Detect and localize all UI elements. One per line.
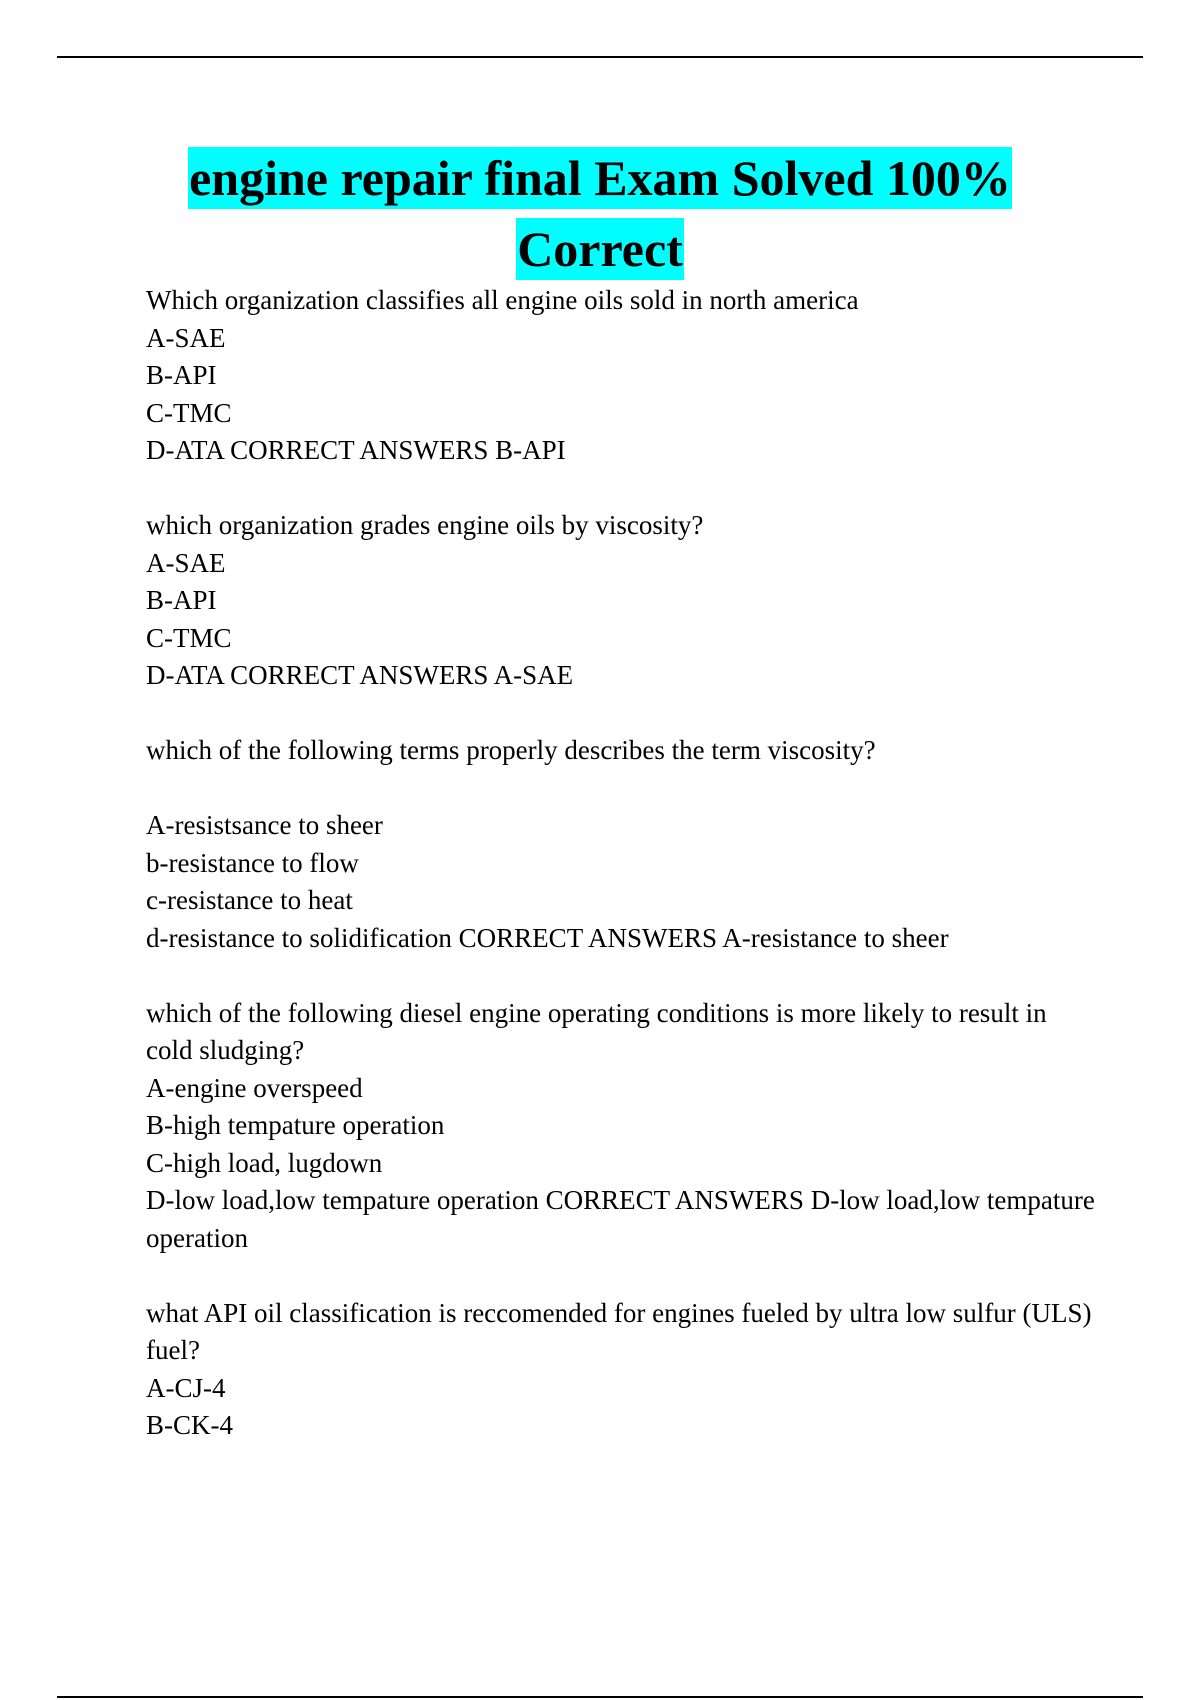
answer-option: C-TMC	[146, 622, 232, 653]
question-item	[146, 732, 1096, 957]
answer-option: c-resistance to heat	[146, 885, 353, 915]
answer-option: C-TMC	[146, 397, 232, 428]
top-divider	[57, 56, 1143, 58]
answer-option: B-API	[146, 360, 217, 390]
answer-option: A-SAE	[146, 322, 226, 353]
page-title	[0, 144, 1200, 286]
question-prompt: which organization grades engine oils by viscosity?	[146, 510, 704, 540]
page-title-line-1: engine repair final Exam Solved 100%	[188, 147, 1012, 209]
answer-option: D-ATA CORRECT ANSWERS B-API	[146, 435, 566, 465]
question-item	[146, 282, 1096, 470]
answer-option: b-resistance to flow	[146, 847, 359, 878]
question-item	[146, 995, 1096, 1258]
answer-option: A-CJ-4	[146, 1372, 226, 1403]
question-prompt: which of the following terms properly describes the term viscosity?	[146, 735, 876, 765]
answer-option: B-high tempature operation	[146, 1110, 445, 1140]
answer-option: A-resistsance to sheer	[146, 810, 383, 840]
question-prompt: what API oil classification is reccomended for engines fueled by ultra low sulfur (ULS) fuel?	[146, 1297, 1092, 1365]
answer-option: d-resistance to solidification CORRECT ANSWERS A-resistance to sheer	[146, 922, 949, 953]
question-prompt: which of the following diesel engine operating conditions is more likely to result in cold sludging?	[146, 997, 1047, 1065]
answer-option: A-SAE	[146, 547, 226, 578]
answer-option: C-high load, lugdown	[146, 1147, 383, 1178]
page-title-line-2: Correct	[516, 218, 684, 280]
question-list	[146, 282, 1096, 1482]
question-item	[146, 507, 1096, 695]
blank-line	[146, 770, 1096, 808]
question-item	[146, 1295, 1096, 1445]
answer-option: A-engine overspeed	[146, 1072, 363, 1103]
answer-option: D-low load,low tempature operation CORRECT ANSWERS D-low load,low tempature operation	[146, 1185, 1095, 1253]
answer-option: D-ATA CORRECT ANSWERS A-SAE	[146, 660, 574, 690]
answer-option: B-API	[146, 585, 217, 615]
bottom-divider	[57, 1696, 1143, 1698]
question-prompt: Which organization classifies all engine oils sold in north america	[146, 285, 859, 315]
answer-option: B-CK-4	[146, 1410, 233, 1440]
